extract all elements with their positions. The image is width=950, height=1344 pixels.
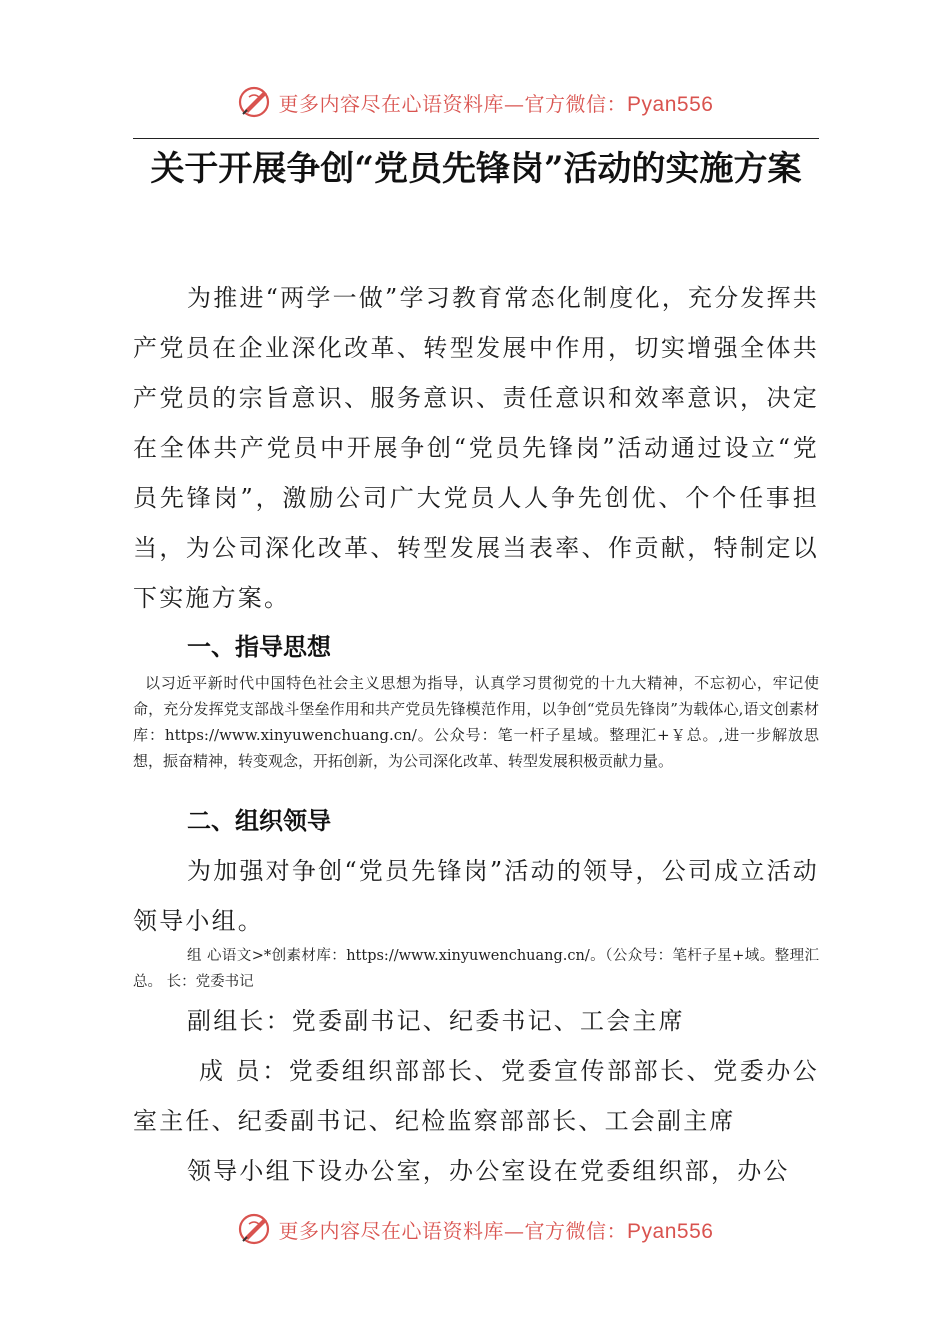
leader-line: 组 心语文>*创素材库：https://www.xinyuwenchuang.cn/。（公众号：笔杆子星+域。整理汇总。 长：党委书记 bbox=[133, 948, 819, 990]
header-banner bbox=[0, 80, 950, 124]
pen-logo-icon bbox=[237, 1210, 275, 1248]
section-heading-organization: 二、组织领导 bbox=[187, 807, 331, 835]
guiding-ideology-text: 以习近平新时代中国特色社会主义思想为指导，认真学习贯彻党的十九大精神，不忘初心，牢记使命，充分发挥党支部战斗堡垒作用和共产党员先锋模范作用，以争创“党员先锋岗”为载体心,语文创素材库：https://www.xinyuwenchuang.cn/。公众号：笔一杆子星域。整理汇+￥总。,进一步解放思想，振奋精神，转变观念，开拓创新，为公司深化改革、转型发展积极贡献力量。 bbox=[133, 674, 819, 770]
footer-banner bbox=[0, 1207, 950, 1251]
header-rule bbox=[133, 138, 819, 139]
office-line: 领导小组下设办公室，办公室设在党委组织部，办公 bbox=[187, 1157, 790, 1185]
wechat-handle: Pyan556 bbox=[627, 1219, 714, 1243]
members-line: 成 员：党委组织部部长、党委宣传部部长、党委办公室主任、纪委副书记、纪检监察部部长、工会副主席 bbox=[133, 1057, 819, 1135]
pen-logo-icon bbox=[237, 83, 275, 121]
banner-text: 更多内容尽在心语资料库—官方微信：Pyan556 bbox=[278, 1218, 714, 1243]
deputy-leader-line: 副组长：党委副书记、纪委书记、工会主席 bbox=[187, 1007, 685, 1035]
intro-paragraph: 为推进“两学一做”学习教育常态化制度化，充分发挥共产党员在企业深化改革、转型发展中作用，切实增强全体共产党员的宗旨意识、服务意识、责任意识和效率意识，决定在全体共产党员中开展争创“党员先锋岗”活动通过设立“党员先锋岗”，激励公司广大党员人人争先创优、个个任事担当，为公司深化改革、转型发展当表率、作贡献，特制定以下实施方案。 bbox=[133, 284, 819, 612]
section-heading-guiding-ideology: 一、指导思想 bbox=[187, 633, 331, 661]
wechat-handle: Pyan556 bbox=[627, 92, 714, 116]
organization-paragraph: 为加强对争创“党员先锋岗”活动的领导，公司成立活动领导小组。 bbox=[133, 857, 819, 935]
banner-text: 更多内容尽在心语资料库—官方微信：Pyan556 bbox=[278, 91, 714, 116]
document-title: 关于开展争创“党员先锋岗”活动的实施方案 bbox=[150, 149, 802, 189]
